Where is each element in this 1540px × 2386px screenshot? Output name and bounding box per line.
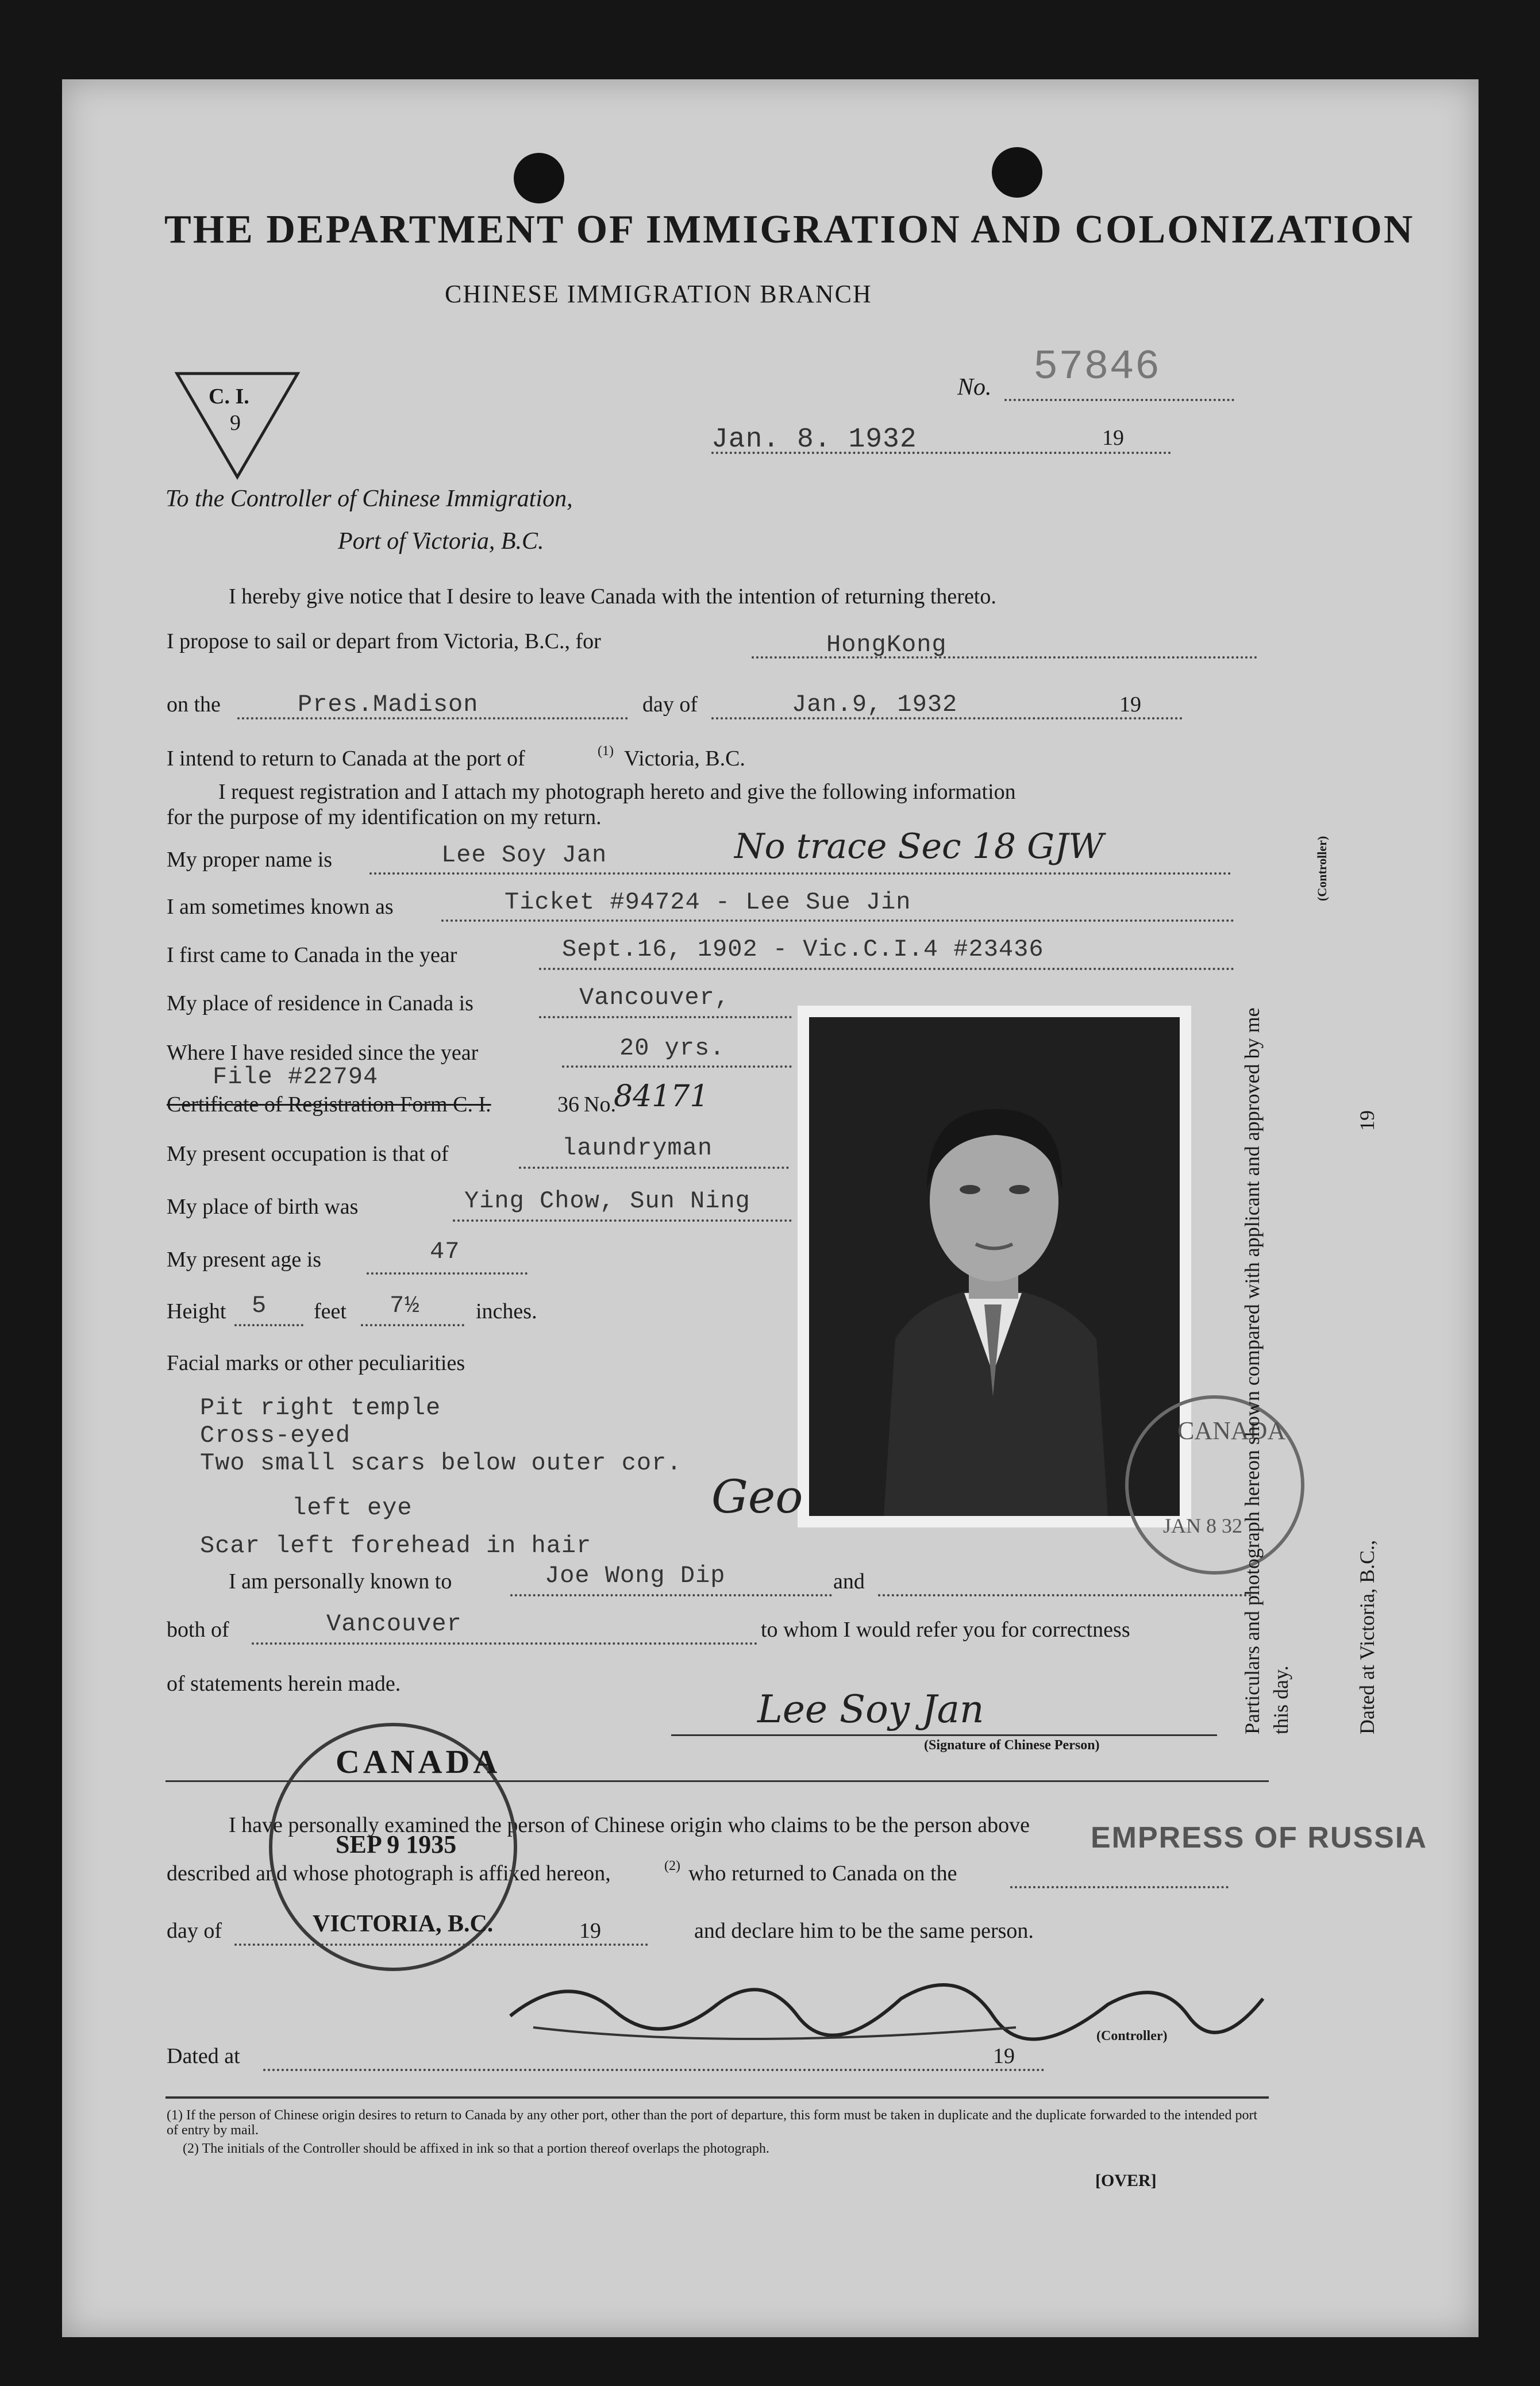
form-code-line2: 9 xyxy=(230,411,241,435)
return-line1: I have personally examined the person of Chinese origin who claims to be the person above xyxy=(229,1813,1030,1837)
stamp-jan-date: JAN 8 32 xyxy=(1163,1514,1243,1537)
height-label: Height xyxy=(167,1299,226,1323)
residence-label: My place of residence in Canada is xyxy=(167,991,473,1015)
on-the-label: on the xyxy=(167,692,221,717)
propose-label: I propose to sail or depart from Victoria, B.C., for xyxy=(167,629,601,653)
return-year-prefix: 19 xyxy=(579,1919,601,1943)
stamp-sep-date: SEP 9 1935 xyxy=(336,1830,457,1858)
dated-at-label: Dated at xyxy=(167,2044,240,2068)
date-year-prefix: 19 xyxy=(1102,426,1124,450)
destination-value: HongKong xyxy=(826,631,947,659)
address-line1: To the Controller of Chinese Immigration, xyxy=(165,486,573,512)
over-marker: [OVER] xyxy=(1095,2171,1157,2190)
declare-label: and declare him to be the same person. xyxy=(694,1919,1034,1943)
facial-mark-1: Pit right temple xyxy=(200,1394,441,1422)
certificate-label: Certificate of Registration Form C. I. xyxy=(167,1092,491,1117)
controller-signature xyxy=(499,1947,1275,2062)
occupation-value: laundryman xyxy=(562,1134,713,1162)
birth-label: My place of birth was xyxy=(167,1195,359,1219)
branch-title: CHINESE IMMIGRATION BRANCH xyxy=(445,280,872,308)
both-of-value: Vancouver xyxy=(326,1610,462,1638)
height-feet-value: 5 xyxy=(252,1292,267,1319)
proper-name-value: Lee Soy Jan xyxy=(441,841,607,869)
refer-label: to whom I would refer you for correctness xyxy=(761,1618,1130,1642)
facial-mark-5: Scar left forehead in hair xyxy=(200,1532,592,1560)
age-label: My present age is xyxy=(167,1248,322,1272)
punch-hole-right xyxy=(992,147,1042,198)
first-came-label: I first came to Canada in the year xyxy=(167,943,457,967)
particulars-text: Particulars and photograph hereon shown compared with applicant and approved by me xyxy=(1241,1007,1264,1734)
number-label: No. xyxy=(957,374,992,401)
ship-value: Pres.Madison xyxy=(298,691,479,718)
depart-date-value: Jan.9, 1932 xyxy=(792,691,958,718)
height-inches-value: 7½ xyxy=(390,1292,420,1319)
facial-mark-4: left eye xyxy=(292,1494,413,1522)
known-to-value: Joe Wong Dip xyxy=(545,1562,726,1590)
controller-initials: Geo xyxy=(711,1470,803,1523)
applicant-signature: Lee Soy Jan xyxy=(757,1687,984,1731)
both-of-label: both of xyxy=(167,1618,229,1642)
this-day-text: this day. xyxy=(1269,1665,1292,1734)
address-line2: Port of Victoria, B.C. xyxy=(338,528,544,555)
signature-caption: (Signature of Chinese Person) xyxy=(924,1738,1100,1753)
stamp-canada-label: CANADA xyxy=(336,1743,501,1780)
request-line1: I request registration and I attach my photograph hereto and give the following information xyxy=(218,780,1016,804)
return-controller-caption: (Controller) xyxy=(1096,2029,1168,2044)
return-day-of-label: day of xyxy=(167,1919,222,1943)
return-label: I intend to return to Canada at the port of xyxy=(167,746,525,771)
and-label: and xyxy=(833,1569,865,1594)
age-value: 47 xyxy=(430,1238,460,1265)
side-dated-at: Dated at Victoria, B.C., xyxy=(1356,1540,1379,1734)
ship-stamp: EMPRESS OF RUSSIA xyxy=(1091,1821,1427,1854)
stamp-victoria-label: VICTORIA, B.C. xyxy=(313,1911,494,1937)
footnote-1: (1) If the person of Chinese origin desires to return to Canada by any other port, other than the port of departure, this form must be taken in duplicate and the duplicate forwarded to the intended port of entry by mail. xyxy=(167,2108,1258,2138)
form-number: 57846 xyxy=(1033,344,1161,391)
punch-hole-left xyxy=(514,153,564,203)
inches-label: inches. xyxy=(476,1299,537,1323)
dated-year-prefix: 19 xyxy=(993,2044,1015,2068)
department-title: THE DEPARTMENT OF IMMIGRATION AND COLONIZATION xyxy=(164,207,1415,252)
occupation-label: My present occupation is that of xyxy=(167,1142,449,1166)
known-to-label: I am personally known to xyxy=(229,1569,452,1594)
side-year-prefix: 19 xyxy=(1356,1110,1379,1131)
birth-value: Ying Chow, Sun Ning xyxy=(464,1187,750,1215)
stamp-canada-text: CANADA xyxy=(1177,1417,1286,1445)
proper-name-note: No trace Sec 18 GJW xyxy=(734,826,1104,867)
return-footnote-2: (2) xyxy=(664,1858,680,1873)
resided-since-label: Where I have resided since the year xyxy=(167,1041,479,1065)
residence-value: Vancouver, xyxy=(579,984,730,1011)
certificate-no-label: No. xyxy=(584,1092,616,1117)
form-date: Jan. 8. 1932 xyxy=(711,424,917,455)
immigration-form xyxy=(62,79,1479,2337)
notice-text: I hereby give notice that I desire to leave Canada with the intention of returning thereto. xyxy=(229,584,996,609)
canada-victoria-stamp xyxy=(269,1723,517,1971)
request-line2: for the purpose of my identification on my return. xyxy=(167,805,602,829)
first-came-value: Sept.16, 1902 - Vic.C.I.4 #23436 xyxy=(562,936,1044,963)
proper-name-label: My proper name is xyxy=(167,848,333,872)
facial-marks-label: Facial marks or other peculiarities xyxy=(167,1351,465,1375)
return-port: Victoria, B.C. xyxy=(624,746,745,771)
form-code-line1: C. I. xyxy=(209,384,249,409)
portrait-image xyxy=(809,1017,1180,1516)
known-as-value: Ticket #94724 - Lee Sue Jin xyxy=(505,888,911,916)
certificate-form: 36 xyxy=(557,1092,579,1117)
feet-label: feet xyxy=(314,1299,346,1323)
file-number: File #22794 xyxy=(213,1063,379,1091)
side-controller-caption: (Controller) xyxy=(1315,836,1329,901)
statements-label: of statements herein made. xyxy=(167,1672,401,1696)
resided-since-value: 20 yrs. xyxy=(619,1034,725,1062)
depart-year-prefix: 19 xyxy=(1119,692,1141,717)
known-as-label: I am sometimes known as xyxy=(167,895,394,919)
day-of-label: day of xyxy=(642,692,698,717)
return-line2b: who returned to Canada on the xyxy=(688,1861,957,1885)
return-line2a: described and whose photograph is affixed hereon, xyxy=(167,1861,611,1885)
certificate-no-value: 84171 xyxy=(614,1079,709,1114)
return-footnote-marker: (1) xyxy=(598,744,614,759)
facial-mark-3: Two small scars below outer cor. xyxy=(200,1449,682,1477)
facial-mark-2: Cross-eyed xyxy=(200,1422,351,1449)
footnote-2: (2) The initials of the Controller should be affixed in ink so that a portion thereof overlaps the photograph. xyxy=(183,2141,769,2156)
canada-jan-stamp xyxy=(1125,1395,1304,1575)
